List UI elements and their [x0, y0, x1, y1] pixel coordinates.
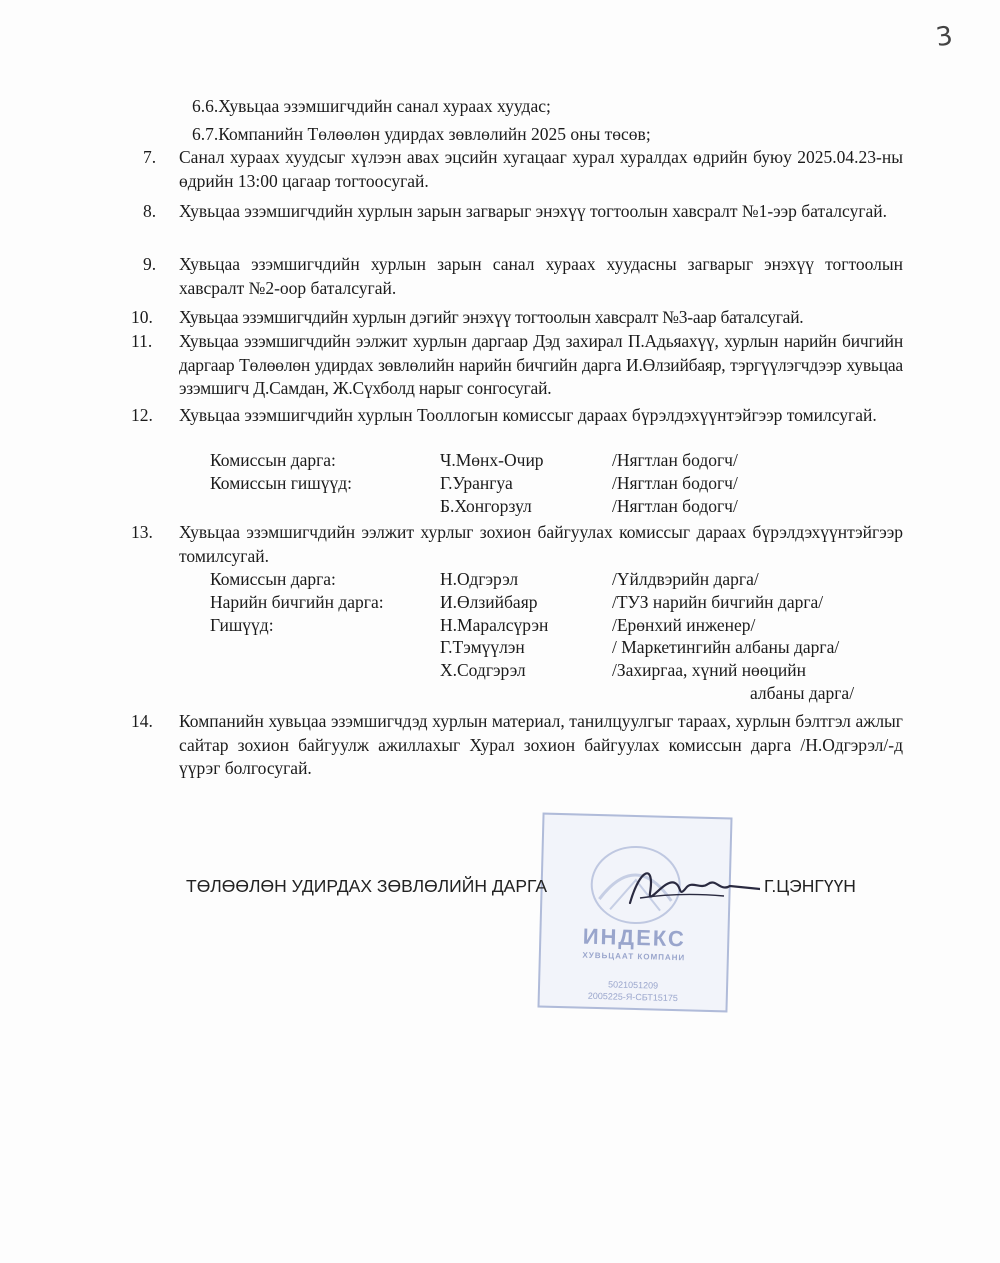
signatory-title: ТӨЛӨӨЛӨН УДИРДАХ ЗӨВЛӨЛИЙН ДАРГА [186, 876, 547, 896]
member-name: Б.Хонгорзул [440, 495, 532, 516]
member-name: Х.Содгэрэл [440, 660, 526, 681]
item-text: Хувьцаа эзэмшигчдийн хурлын зарын загварыг энэхүү тогтоолын хавсралт №1-ээр баталсугай. [179, 201, 888, 221]
members-label: Гишүүд: [210, 614, 274, 635]
item-text: Хувьцаа эзэмшигчдийн ээлжит хурлын даргаар Дэд захирал П.Адьяахүү, хурлын нарийн бичгийн даргаар Төлөөлөн удирдах зөвлөлийн нарийн бичгийн дарга И.Өлзийбаяр, тэргүүлэгчдээр хувьцаа эзэмшигч Д.Самдан, Ж.Сүхболд нарыг сонгосугай. [179, 331, 903, 398]
member-role-continuation: албаны дарга/ [750, 683, 855, 703]
item-number: 9. [143, 254, 157, 274]
item-number: 11. [131, 331, 153, 351]
page-number: 3 [933, 20, 955, 54]
list-item-10 [131, 306, 903, 330]
item-number: 10. [131, 307, 153, 327]
handwritten-signature-icon [620, 858, 760, 918]
member-role: /Ерөнхий инженер/ [612, 614, 756, 635]
list-item-13 [131, 521, 903, 568]
item-number: 7. [143, 147, 157, 167]
member-name: Г.Тэмүүлэн [440, 637, 525, 658]
members-label: Комиссын гишүүд: [210, 472, 352, 493]
member-role: /Нягтлан бодогч/ [612, 495, 738, 516]
seal-reg-number: 5021051209 [607, 979, 659, 991]
secretary-label: Нарийн бичгийн дарга: [210, 591, 384, 612]
item-text: Хувьцаа эзэмшигчдийн хурлын Тооллогын комиссыг дараах бүрэлдэхүүнтэйгээр томилсугай. [179, 405, 877, 425]
seal-cert-number: 2005225-Я-СБТ15175 [587, 990, 678, 1004]
item-number: 12. [131, 405, 153, 425]
chair-label: Комиссын дарга: [210, 569, 336, 589]
member-role: /Захиргаа, хүний нөөцийн [612, 660, 807, 681]
item-number: 8. [143, 201, 157, 221]
item-number: 13. [131, 522, 153, 542]
list-item-11 [131, 330, 903, 401]
list-item-8 [143, 200, 903, 224]
list-item-9 [143, 253, 903, 300]
chair-label: Комиссын дарга: [210, 450, 336, 470]
sub-item-6-6: 6.6.Хувьцаа эзэмшигчдийн санал хураах хуудас; [192, 96, 551, 116]
member-name: И.Өлзийбаяр [440, 591, 538, 612]
member-name: Н.Маралсүрэн [440, 614, 549, 635]
item-number: 14. [131, 711, 153, 731]
member-role: /ТУЗ нарийн бичгийн дарга/ [612, 591, 824, 612]
signature-block [186, 876, 886, 897]
item-text: Хувьцаа эзэмшигчдийн хурлын дэгийг энэхүү тогтоолын хавсралт №3-аар баталсугай. [179, 307, 804, 327]
member-name: Н.Одгэрэл [440, 569, 519, 589]
list-item-12 [131, 404, 903, 428]
seal-company-type: ХУВЬЦААТ КОМПАНИ [582, 950, 686, 963]
member-role: /Үйлдвэрийн дарга/ [612, 569, 759, 589]
signatory-name: Г.ЦЭНГҮҮН [764, 876, 856, 896]
sub-item-6-7: 6.7.Компанийн Төлөөлөн удирдах зөвлөлийн 2025 оны төсөв; [192, 124, 651, 144]
item-text: Хувьцаа эзэмшигчдийн хурлын зарын санал хураах хуудасны загварыг энэхүү тогтоолын хавсралт №2-оор баталсугай. [179, 254, 903, 298]
item-text: Компанийн хувьцаа эзэмшигчдэд хурлын материал, танилцуулгыг тараах, хурлын бэлтгэл ажлыг сайтар зохион байгуулж ажиллахыг Хурал зохион байгуулах комиссын дарга /Н.Одгэрэл/-д үүрэг болгосугай. [179, 711, 903, 778]
seal-company-name: ИНДЕКС [582, 923, 687, 952]
member-role: /Нягтлан бодогч/ [612, 472, 738, 493]
member-name: Ч.Мөнх-Очир [440, 450, 544, 470]
list-item-14 [131, 710, 903, 781]
item-text: Санал хураах хуудсыг хүлээн авах эцсийн хугацааг хурал хуралдах өдрийн буюу 2025.04.23-ны өдрийн 13:00 цагаар тогтоосугай. [179, 147, 903, 191]
member-role: / Маркетингийн албаны дарга/ [612, 637, 840, 658]
list-item-7 [143, 146, 903, 193]
item-text: Хувьцаа эзэмшигчдийн ээлжит хурлыг зохион байгуулах комиссыг дараах бүрэлдэхүүнтэйгээр томилсугай. [179, 522, 903, 566]
member-name: Г.Урангуа [440, 472, 513, 493]
member-role: /Нягтлан бодогч/ [612, 450, 738, 470]
